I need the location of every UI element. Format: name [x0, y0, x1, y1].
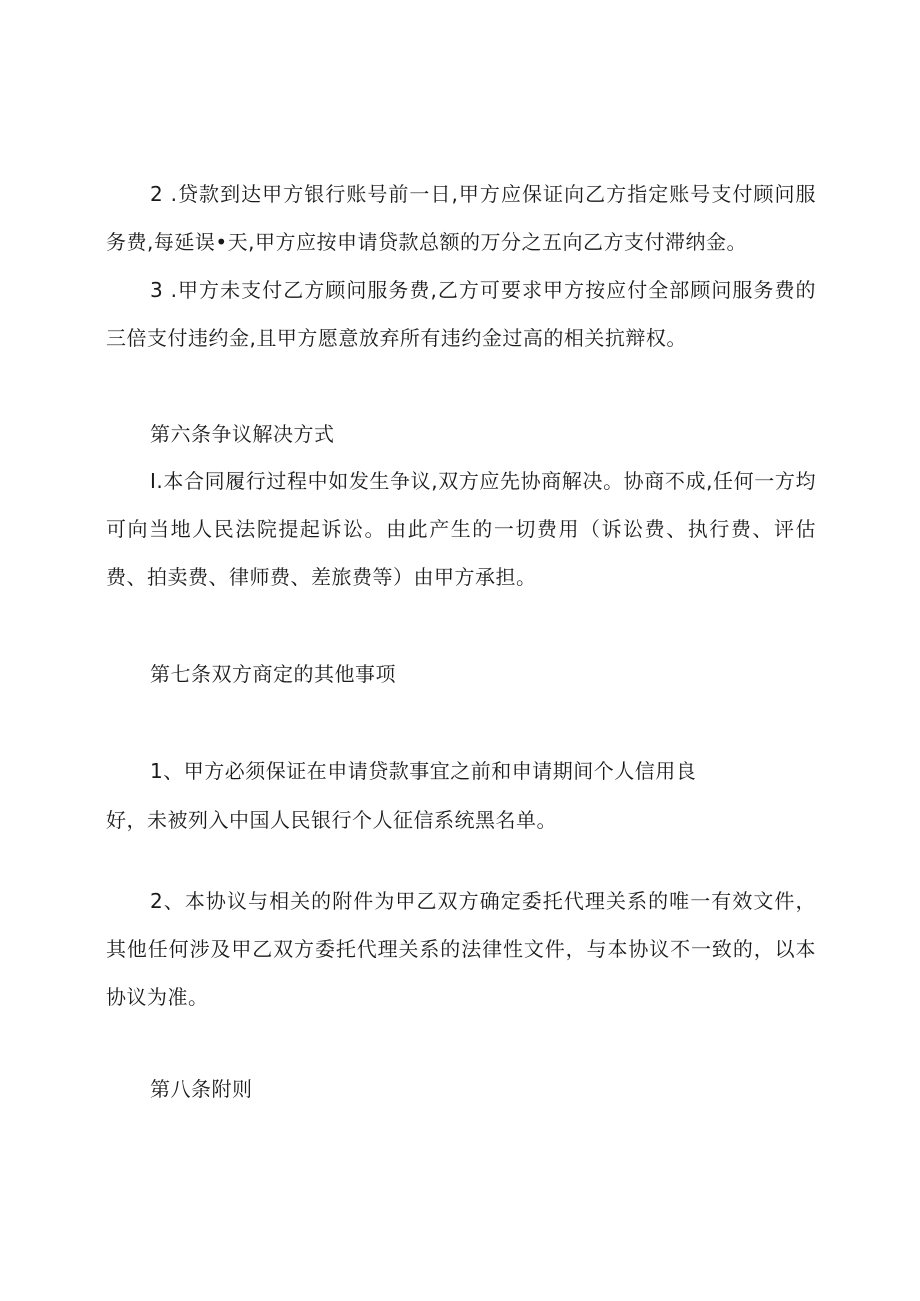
clause5-item2-paragraph: 2 .贷款到达甲方银行账号前一日,甲方应保证向乙方指定账号支付顾问服务费,每延误•天,甲方应按申请贷款总额的万分之五向乙方支付滞纳金。: [106, 182, 816, 254]
clause5-item3-paragraph: 3 .甲方未支付乙方顾问服务费,乙方可要求甲方按应付全部顾问服务费的三倍支付违约金,且甲方愿意放弃所有违约金过高的相关抗辩权。: [106, 278, 816, 350]
clause7-heading: 第七条双方商定的其他事项: [150, 662, 396, 686]
clause7-item1-line1: 1、甲方必须保证在申请贷款事宜之前和申请期间个人信用良: [150, 759, 697, 783]
clause7-item2-paragraph: 2、本协议与相关的附件为甲乙双方确定委托代理关系的唯一有效文件，其他任何涉及甲乙双方委托代理关系的法律性文件，与本协议不一致的，以本协议为准。: [106, 889, 816, 1009]
clause8-heading: 第八条附则: [150, 1077, 253, 1101]
clause6-item1-paragraph: I.本合同履行过程中如发生争议,双方应先协商解决。协商不成,任何一方均可向当地人民法院提起诉讼。由此产生的一切费用（诉讼费、执行费、评估费、拍卖费、律师费、差旅费等）由甲方承担。: [106, 469, 816, 589]
clause6-heading: 第六条争议解决方式: [150, 422, 335, 446]
clause7-item1-line2: 好，未被列入中国人民银行个人征信系统黑名单。: [106, 808, 557, 832]
